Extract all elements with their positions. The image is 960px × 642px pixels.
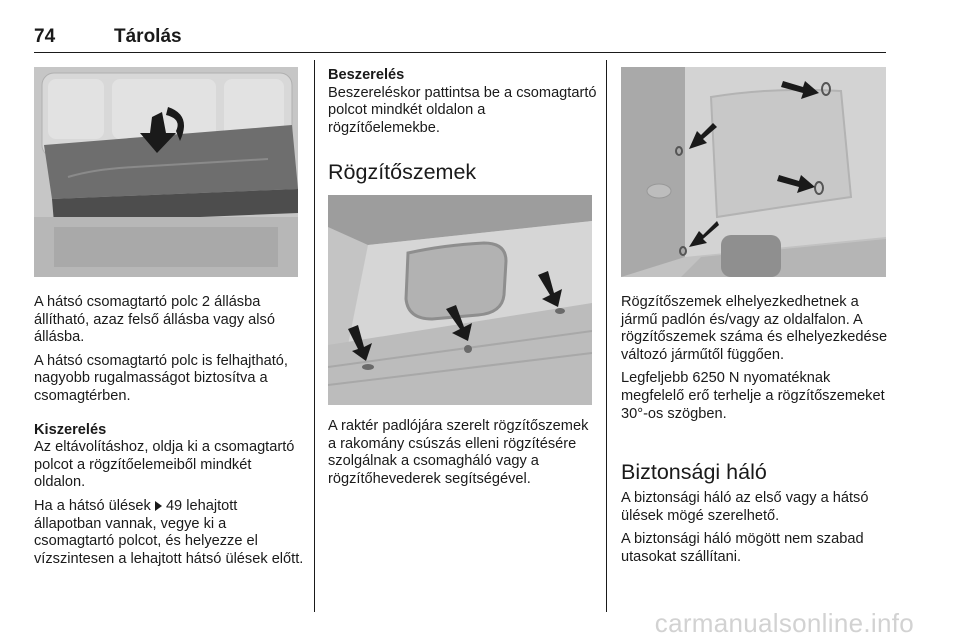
page-header — [34, 22, 886, 53]
install-block — [328, 67, 598, 143]
seats-text-part-a: Ha a hátsó ülések — [34, 497, 155, 514]
removal-subheading: Kiszerelés — [34, 421, 107, 438]
removal-paragraph: Az eltávolításhoz, oldja ki a csomagtartó polcot a rögzítőelemeiből mindkét oldalon. — [34, 439, 295, 491]
chapter-title: Tárolás — [114, 26, 182, 47]
safety-net-mounting-paragraph: A biztonsági háló az első vagy a hátsó ülések mögé szerelhető. — [621, 490, 869, 524]
cover-foldable-paragraph: A hátsó csomagtartó polc is felhajtható, nagyobb rugalmasságot biztosítva a csomagtérben. — [34, 352, 288, 404]
figure-load-cover — [34, 67, 298, 277]
figure-lashing-eyes-floor — [328, 195, 592, 405]
column-divider-left — [314, 60, 315, 612]
section-title-lashing-eyes: Rögzítőszemek — [328, 160, 477, 184]
install-paragraph: Beszereléskor pattintsa be a csomagtartó polcot mindkét oldalon a rögzítőelemekbe. — [328, 84, 597, 136]
section-title-safety-net: Biztonsági háló — [621, 460, 767, 484]
lashing-location-paragraph: Rögzítőszemek elhelyezkedhetnek a jármű padlón és/vagy az oldalfalon. A rögzítőszemek száma és elhelyezkedése változó járműtől függően. — [621, 294, 888, 363]
install-subheading: Beszerelés — [328, 67, 405, 83]
column-divider-right — [606, 60, 607, 612]
lashing-eyes-caption — [328, 418, 598, 494]
lashing-eyes-paragraph: A raktér padlójára szerelt rögzítőszemek a rakomány csúszás elleni rögzítésére szolgálnak a csomagháló vagy a rögzítőhevederek segítségével. — [328, 418, 589, 487]
seats-folded-paragraph — [34, 498, 304, 568]
column-1-text — [34, 294, 304, 574]
safety-net-text — [621, 490, 891, 572]
arrow-reference-icon[interactable] — [155, 501, 162, 511]
seats-text-part-b: 49 lehajtott állapotban vannak, vegye ki a csomagtartó polcot, és helyezze el vízszintesen a lehajtott hátsó ülések előtt. — [34, 497, 304, 567]
figure-lashing-eyes-wall — [621, 67, 886, 277]
safety-net-warning-paragraph: A biztonsági háló mögött nem szabad utasokat szállítani. — [621, 531, 864, 565]
page-number: 74 — [34, 26, 56, 47]
lashing-load-paragraph: Legfeljebb 6250 N nyomatéknak megfelelő erő terhelje a rögzítőszemeket 30°-os szögben. — [621, 370, 885, 422]
column-3-text — [621, 294, 891, 429]
cover-positions-paragraph: A hátsó csomagtartó polc 2 állásba állítható, azaz felső állásba vagy alsó állásba. — [34, 294, 275, 346]
watermark-text: carmanualsonline.info — [654, 608, 914, 638]
